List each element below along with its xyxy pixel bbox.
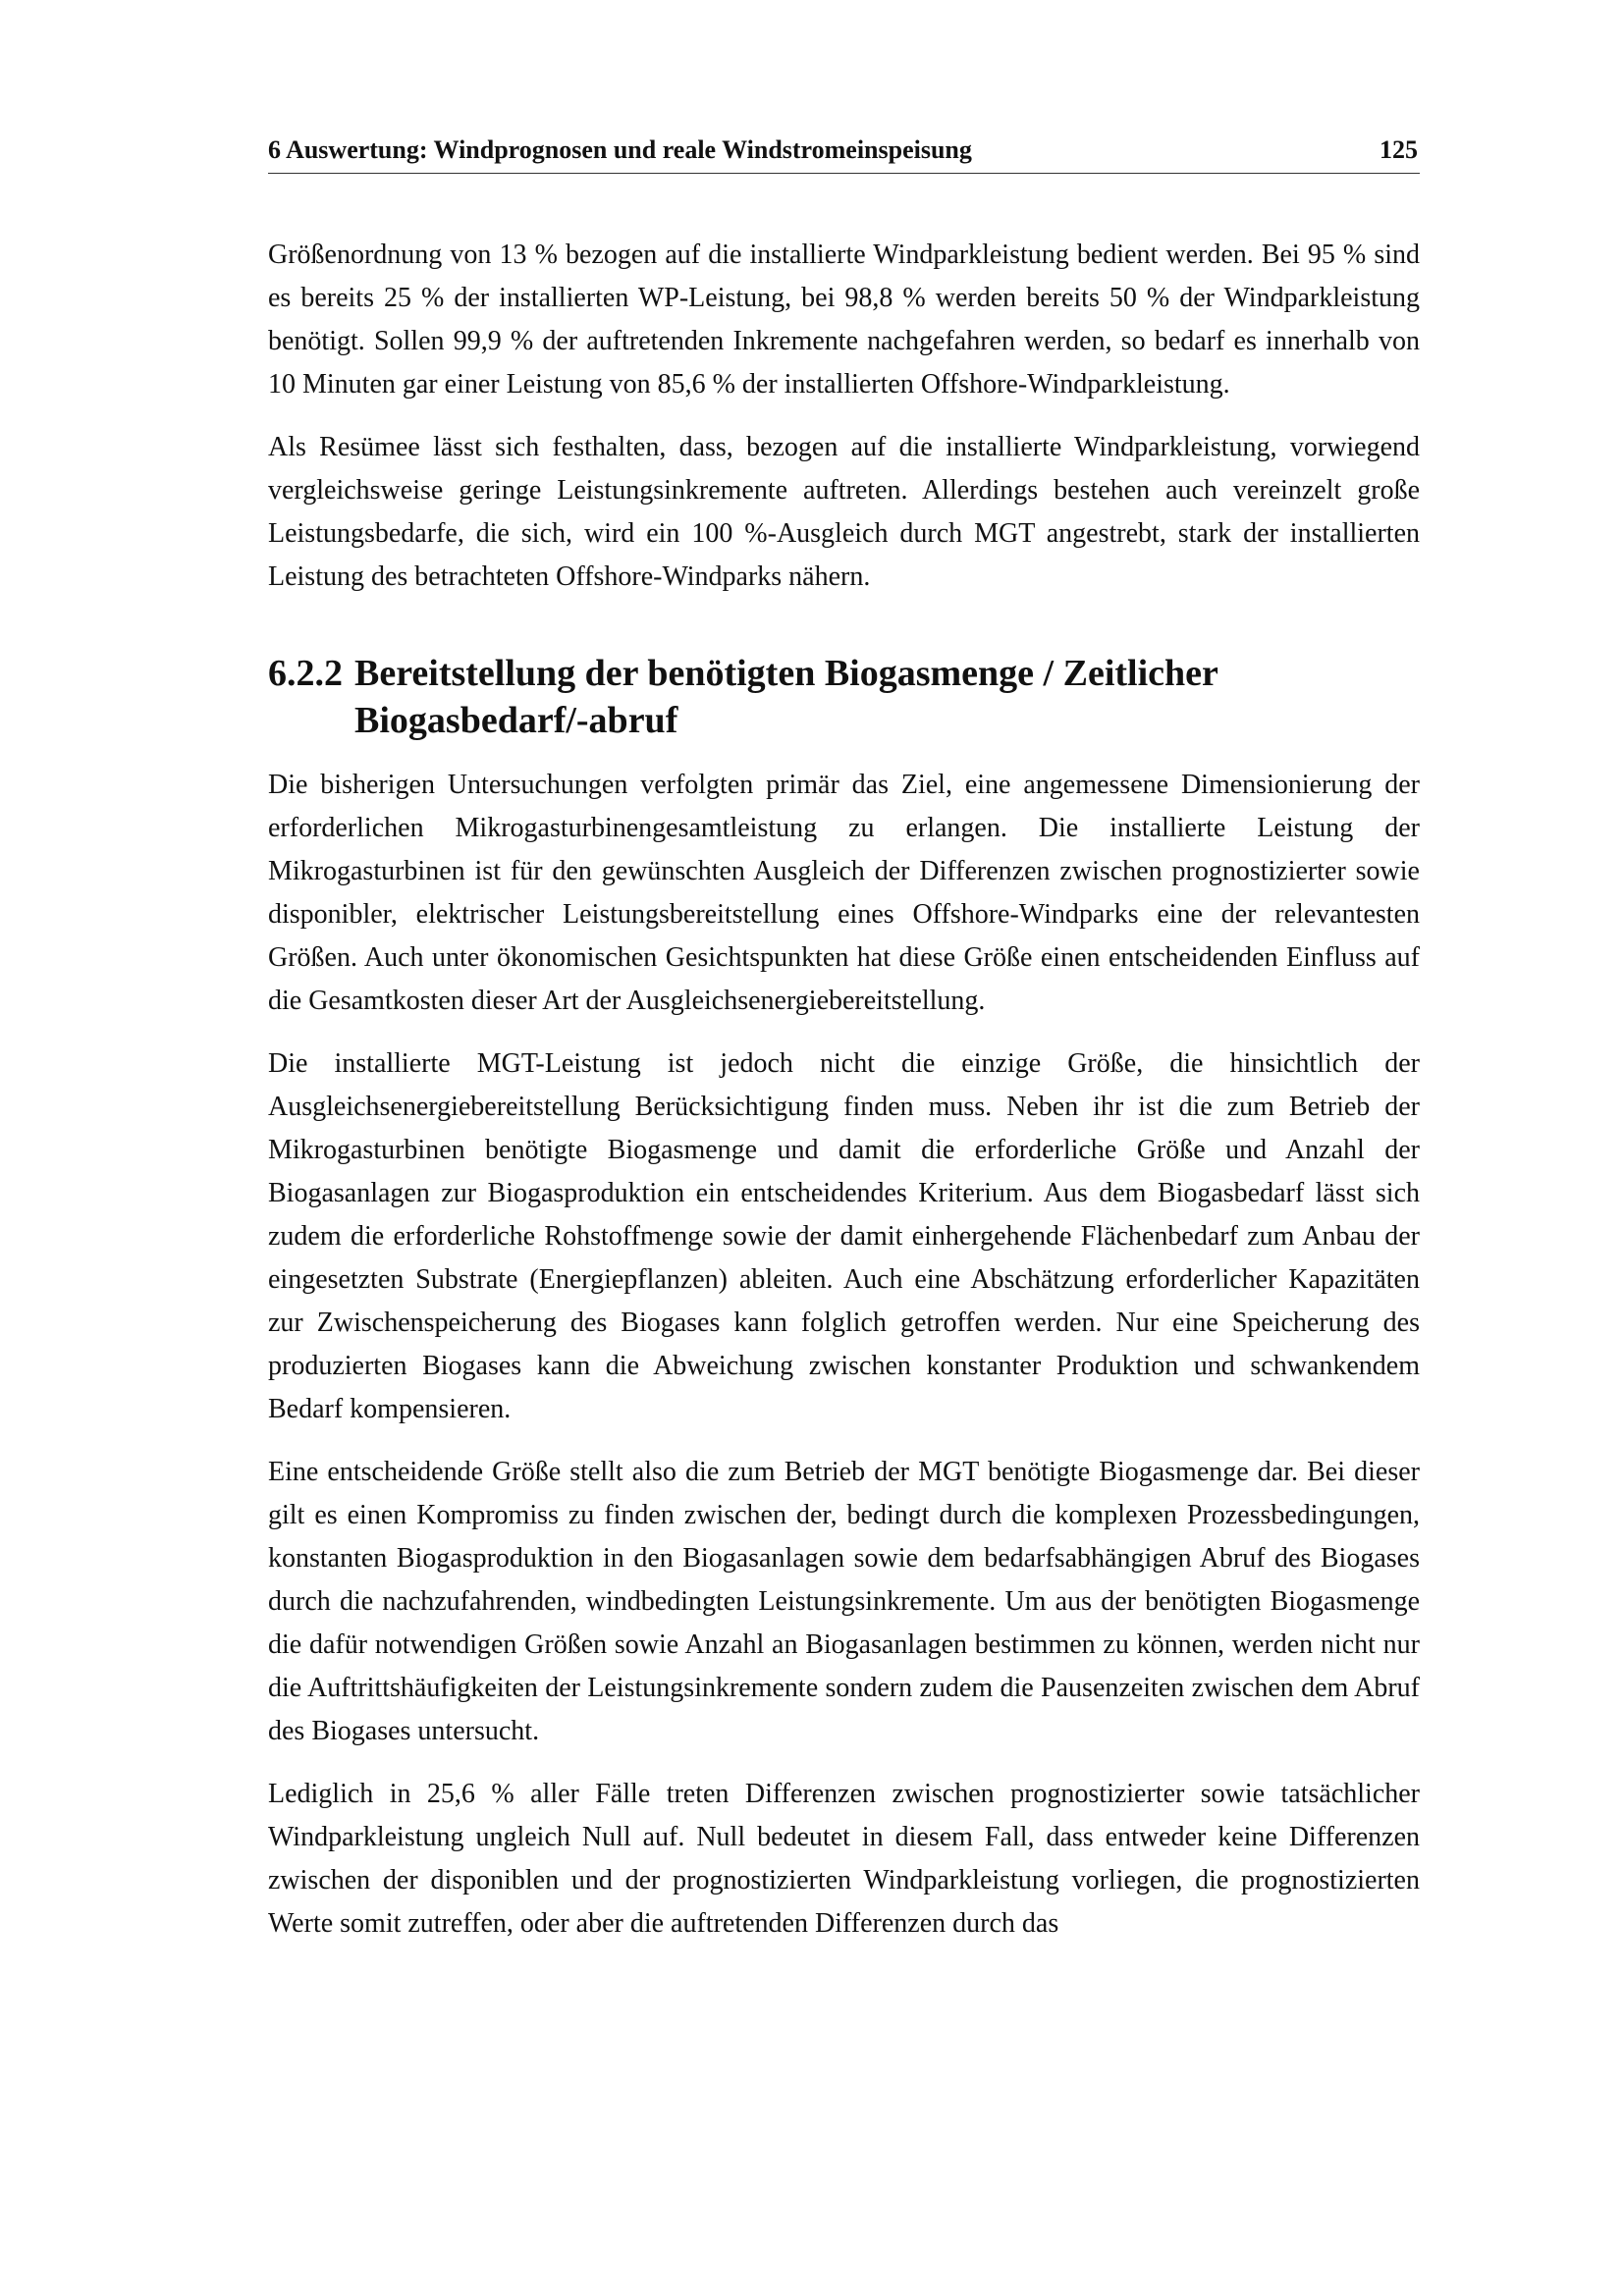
section-number: 6.2.2 [268, 653, 343, 694]
paragraph: Die installierte MGT-Leistung ist jedoch nicht die einzige Größe, die hinsichtlich der Ausgleichsenergiebereitstellung Berücksichtigung finden muss. Neben ihr ist die zum Betrieb der Mikrogasturbinen benötigte Biogasmenge und damit die erforderliche Größe und Anzahl der Biogasanlagen zur Biogasproduktion ein entscheidendes Kriterium. Aus dem Biogasbedarf lässt sich zudem die erforderliche Rohstoffmenge sowie der damit einhergehende Flächenbedarf zum Anbau der eingesetzten Substrate (Energiepflanzen) ableiten. Auch eine Abschätzung erforderlicher Kapazitäten zur Zwischenspeicherung des Biogases kann folglich getroffen werden. Nur eine Speicherung des produzierten Biogases kann die Abweichung zwischen konstanter Produktion und schwankendem Bedarf kompensieren. [268, 1048, 1420, 1424]
paragraph: Lediglich in 25,6 % aller Fälle treten Differenzen zwischen prognostizierter sowie tatsächlicher Windparkleistung ungleich Null auf. Null bedeutet in diesem Fall, dass entweder keine Differenzen zwischen der disponiblen und der prognostizierten Windparkleistung vorliegen, die prognostizierten Werte somit zutreffen, oder aber die auftretenden Differenzen durch das [268, 1779, 1420, 1939]
page-number: 125 [1380, 135, 1418, 164]
paragraph: Eine entscheidende Größe stellt also die zum Betrieb der MGT benötigte Biogasmenge dar. Bei dieser gilt es einen Kompromiss zu finden zwischen der, bedingt durch die komplexen Prozessbedingungen, konstanten Biogasproduktion in den Biogasanlagen sowie dem bedarfsabhängigen Abruf des Biogases durch die nachzufahrenden, windbedingten Leistungsinkremente. Um aus der benötigten Biogasmenge die dafür notwendigen Größen sowie Anzahl an Biogasanlagen bestimmen zu können, werden nicht nur die Auftrittshäufigkeiten der Leistungsinkremente sondern zudem die Pausenzeiten zwischen dem Abruf des Biogases untersucht. [268, 1457, 1420, 1746]
section-title: Bereitstellung der benötigten Biogasmenge / Zeitlicher Biogasbedarf/-abruf [354, 653, 1218, 741]
header-title: 6 Auswertung: Windprognosen und reale Windstromeinspeisung [268, 135, 972, 164]
paragraph: Größenordnung von 13 % bezogen auf die installierte Windparkleistung bedient werden. Bei 95 % sind es bereits 25 % der installierten WP-Leistung, bei 98,8 % werden bereits 50 % der Windparkleistung benötigt. Sollen 99,9 % der auftretenden Inkremente nachgefahren werden, so bedarf es innerhalb von 10 Minuten gar einer Leistung von 85,6 % der installierten Offshore-Windparkleistung. [268, 240, 1420, 400]
running-header [268, 133, 1420, 174]
body-text [268, 234, 1420, 1965]
paragraph: Die bisherigen Untersuchungen verfolgten primär das Ziel, eine angemessene Dimensionierung der erforderlichen Mikrogasturbinengesamtleistung zu erlangen. Die installierte Leistung der Mikrogasturbinen ist für den gewünschten Ausgleich der Differenzen zwischen prognostizierter sowie disponibler, elektrischer Leistungsbereitstellung eines Offshore-Windparks eine der relevantesten Größen. Auch unter ökonomischen Gesichtspunkten hat diese Größe einen entscheidenden Einfluss auf die Gesamtkosten dieser Art der Ausgleichsenergiebereitstellung. [268, 770, 1420, 1016]
paragraph: Als Resümee lässt sich festhalten, dass, bezogen auf die installierte Windparkleistung, vorwiegend vergleichsweise geringe Leistungsinkremente auftreten. Allerdings bestehen auch vereinzelt große Leistungsbedarfe, die sich, wird ein 100 %-Ausgleich durch MGT angestrebt, stark der installierten Leistung des betrachteten Offshore-Windparks nähern. [268, 432, 1420, 592]
section-heading [268, 650, 1420, 744]
